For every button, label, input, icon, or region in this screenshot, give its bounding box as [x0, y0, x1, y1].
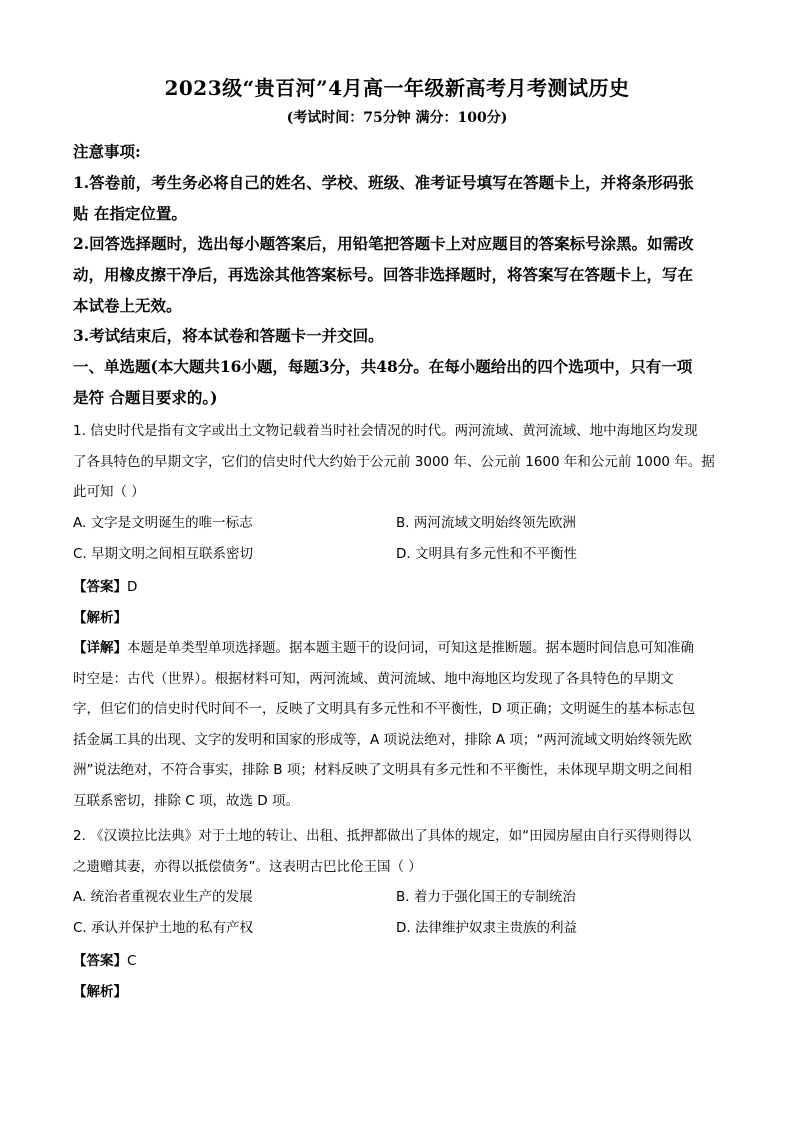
question-2-answer — [73, 946, 725, 977]
question-1-option-b: B. 两河流域文明始终领先欧洲 — [396, 515, 576, 531]
detail-line: 洲”说法绝对，不符合事实，排除 B 项；材料反映了文明具有多元性和不平衡性，未体现早期文明之间相 — [73, 762, 692, 778]
section-heading-line: 一、单选题(本大题共16小题，每题3分，共48分。在每小题给出的四个选项中，只有一项 — [73, 357, 693, 376]
question-2-option-d: D. 法律维护奴隶主贵族的利益 — [396, 920, 577, 936]
answer-value: D — [127, 579, 138, 595]
question-1-option-a: A. 文字是文明诞生的唯一标志 — [73, 515, 253, 531]
question-2-stem — [73, 821, 725, 882]
question-2-stem-line: 2. 《汉谟拉比法典》对于土地的转让、出租、抵押都做出了具体的规定，如“田园房屋由自行买得则得以 — [73, 828, 692, 844]
question-1-analysis-label: 【解析】 — [73, 610, 127, 626]
answer-value: C — [127, 953, 137, 969]
answer-label: 【答案】 — [73, 579, 127, 595]
question-1-stem-line: 此可知（ ） — [73, 484, 145, 500]
notice-item-2-line: 2.回答选择题时，选出每小题答案后，用铅笔把答题卡上对应题目的答案标号涂黑。如需改 — [73, 234, 694, 253]
question-2-option-a: A. 统治者重视农业生产的发展 — [73, 889, 253, 905]
notice-item-1 — [73, 167, 725, 229]
answer-label: 【答案】 — [73, 953, 127, 969]
detail-line: 时空是：古代（世界）。根据材料可知，两河流域、黄河流域、地中海地区均发现了各具特色的早期文 — [73, 670, 674, 687]
question-1-stem — [73, 416, 725, 508]
detail-line: 括金属工具的出现、文字的发明和国家的形成等，A 项说法绝对，排除 A 项；“两河流域文明始终领先欧 — [73, 731, 692, 748]
detail-line: 互联系密切，排除 C 项，故选 D 项。 — [73, 792, 299, 809]
question-2-option-c: C. 承认并保护土地的私有产权 — [73, 920, 254, 936]
question-1-detail — [73, 633, 725, 816]
detail-label: 【详解】 — [73, 640, 127, 656]
section-heading-line: 是符 合题目要求的。) — [73, 388, 218, 407]
question-2-analysis-label: 【解析】 — [73, 984, 127, 1000]
section-heading — [73, 351, 725, 413]
question-1-option-c: C. 早期文明之间相互联系密切 — [73, 546, 254, 562]
question-1-stem-line: 1. 信史时代是指有文字或出土文物记载着当时社会情况的时代。两河流域、黄河流域、地中海地区均发现 — [73, 423, 698, 439]
notice-item-2-line: 动，用橡皮擦干净后，再选涂其他答案标号。回答非选择题时，将答案写在答题卡上，写在 — [73, 265, 694, 284]
detail-line — [73, 633, 725, 664]
question-1-option-d: D. 文明具有多元性和不平衡性 — [396, 546, 577, 562]
notice-item-1-line: 贴 在指定位置。 — [73, 204, 187, 223]
notice-item-2 — [73, 228, 725, 321]
notice-item-2-line: 本试卷上无效。 — [73, 296, 182, 315]
question-1-stem-line: 了各具特色的早期文字，它们的信史时代大约始于公元前 3000 年、公元前 1600 年和公元前 1000 年。据 — [73, 453, 715, 470]
notice-heading: 注意事项: — [73, 142, 141, 161]
page-title: 2023级“贵百河”4月高一年级新高考月考测试历史 — [164, 76, 630, 100]
notice-item-3: 3.考试结束后，将本试卷和答题卡一并交回。 — [73, 326, 384, 345]
question-2-option-b: B. 着力于强化国王的专制统治 — [396, 889, 576, 905]
notice-item-1-line: 1.答卷前，考生务必将自己的姓名、学校、班级、准考证号填写在答题卡上，并将条形码张 — [73, 173, 694, 192]
detail-line: 字，但它们的信史时代时间不一，反映了文明具有多元性和不平衡性，D 项正确；文明诞生的基本标志包 — [73, 701, 696, 717]
question-1-answer — [73, 572, 725, 603]
question-2-stem-line: 之遗赠其妻，亦得以抵偿债务”。这表明古巴比伦王国（ ） — [73, 858, 422, 875]
detail-text: 本题是单类型单项选择题。据本题主题干的设问词，可知这是推断题。据本题时间信息可知准确 — [127, 640, 694, 656]
exam-duration-subtitle: (考试时间：75分钟 满分：100分) — [286, 110, 508, 126]
